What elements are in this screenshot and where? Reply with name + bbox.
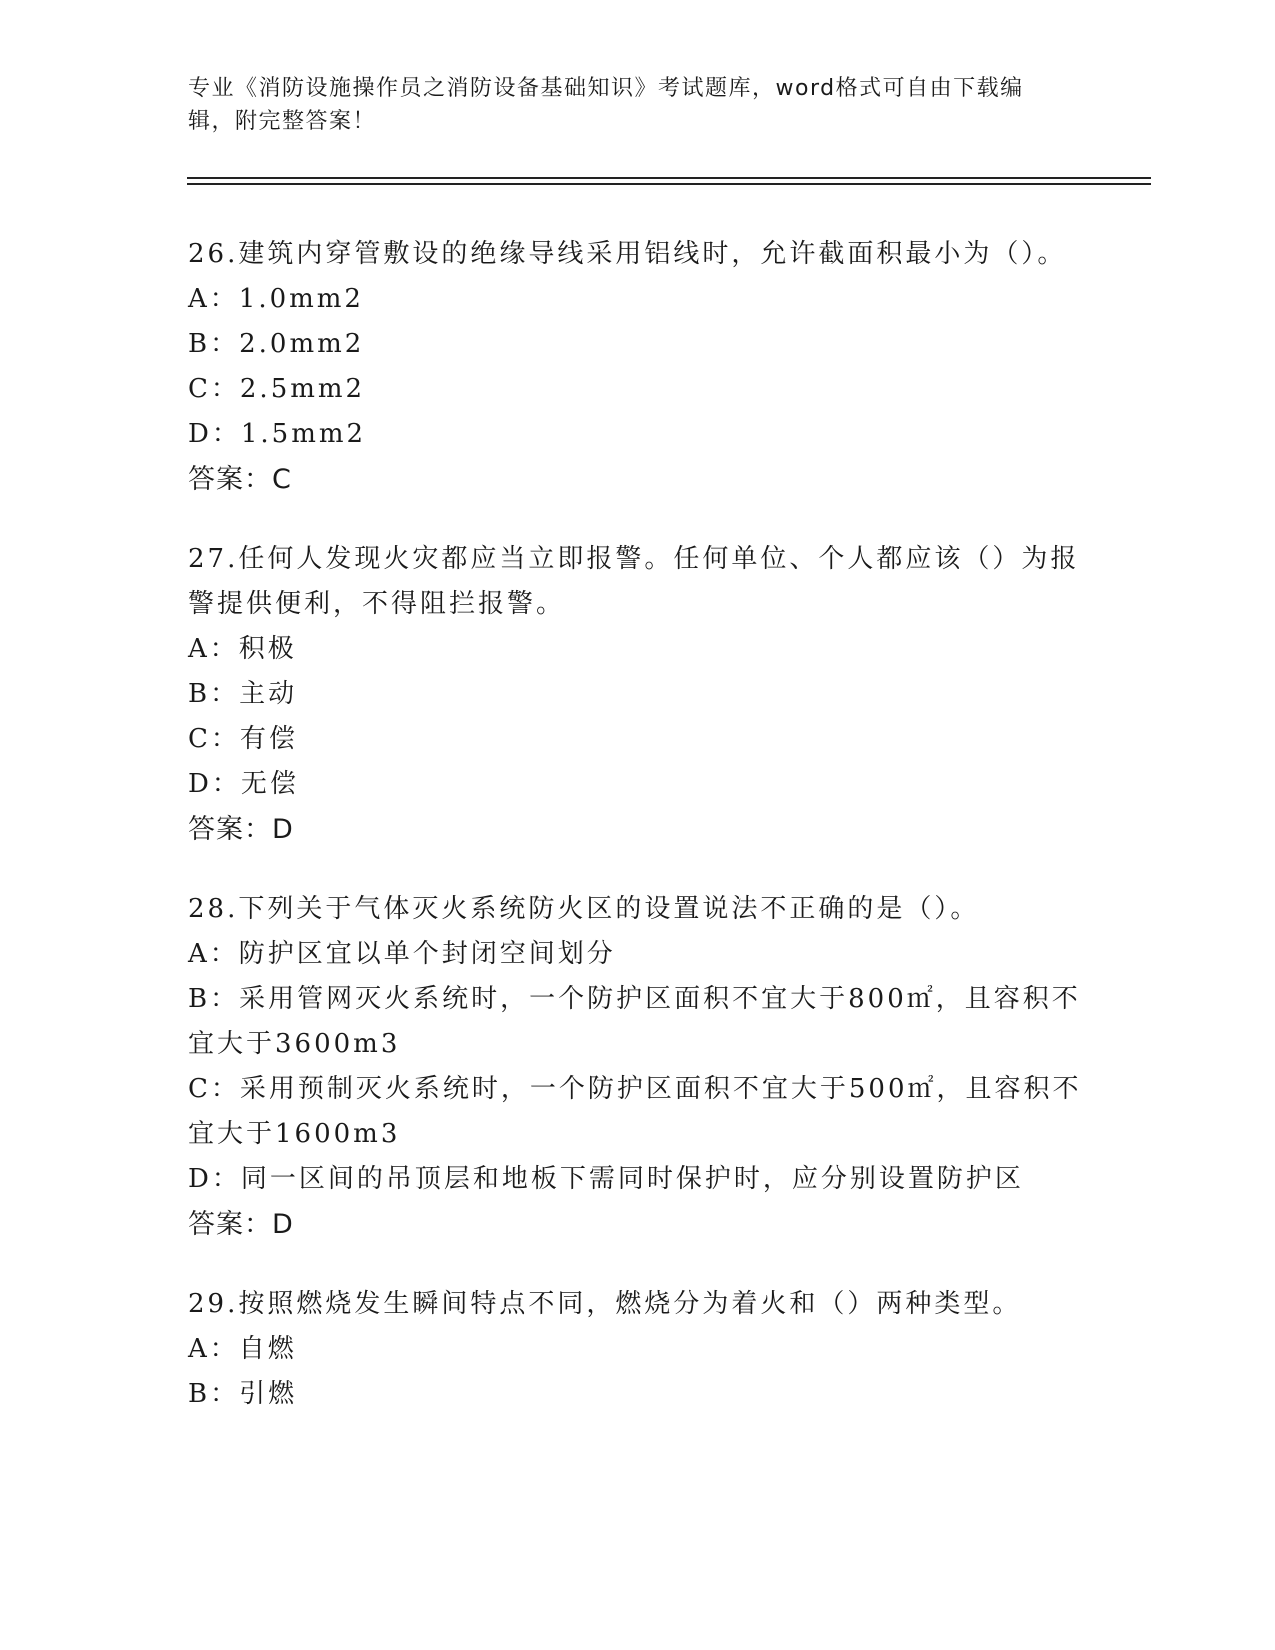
option-a: A：防护区宜以单个封闭空间划分 [188, 939, 616, 969]
question-27 [188, 537, 1088, 852]
option-c: C：采用预制灭火系统时，一个防护区面积不宜大于500㎡，且容积不宜大于1600m3 [188, 1074, 1082, 1149]
question-text: 29.按照燃烧发生瞬间特点不同，燃烧分为着火和（）两种类型。 [188, 1289, 1022, 1319]
answer-value: C [272, 464, 291, 495]
answer-value: D [272, 814, 293, 845]
option-b: B：2.0mm2 [188, 329, 365, 359]
option-d: D：同一区间的吊顶层和地板下需同时保护时，应分别设置防护区 [188, 1164, 1024, 1194]
option-a: A：1.0mm2 [188, 284, 364, 314]
question-26 [188, 232, 1088, 502]
header-rule-top [187, 177, 1151, 179]
option-b: B：引燃 [188, 1379, 298, 1409]
option-b: B：采用管网灭火系统时，一个防护区面积不宜大于800㎡，且容积不宜大于3600m3 [188, 984, 1081, 1059]
option-d: D：1.5mm2 [188, 419, 367, 449]
question-list [188, 232, 1088, 1452]
option-a: A：积极 [188, 634, 297, 664]
answer-label: 答案： [188, 464, 272, 495]
header-rule-bottom [187, 183, 1151, 185]
question-28 [188, 887, 1088, 1247]
option-d: D：无偿 [188, 769, 299, 799]
question-text: 26.建筑内穿管敷设的绝缘导线采用铝线时，允许截面积最小为（）。 [188, 239, 1067, 269]
answer-line [188, 1202, 1088, 1247]
answer-line [188, 457, 1088, 502]
answer-label: 答案： [188, 814, 272, 845]
answer-line [188, 807, 1088, 852]
question-text: 28.下列关于气体灭火系统防火区的设置说法不正确的是（）。 [188, 894, 980, 924]
document-header: 专业《消防设施操作员之消防设备基础知识》考试题库，word格式可自由下载编辑，附完整答案！ [188, 76, 1024, 134]
option-b: B：主动 [188, 679, 298, 709]
option-c: C：有偿 [188, 724, 298, 754]
option-a: A：自燃 [188, 1334, 297, 1364]
question-29 [188, 1282, 1088, 1417]
option-c: C：2.5mm2 [188, 374, 366, 404]
answer-label: 答案： [188, 1209, 272, 1240]
answer-value: D [272, 1209, 293, 1240]
question-text: 27.任何人发现火灾都应当立即报警。任何单位、个人都应该（）为报警提供便利，不得阻拦报警。 [188, 544, 1080, 619]
